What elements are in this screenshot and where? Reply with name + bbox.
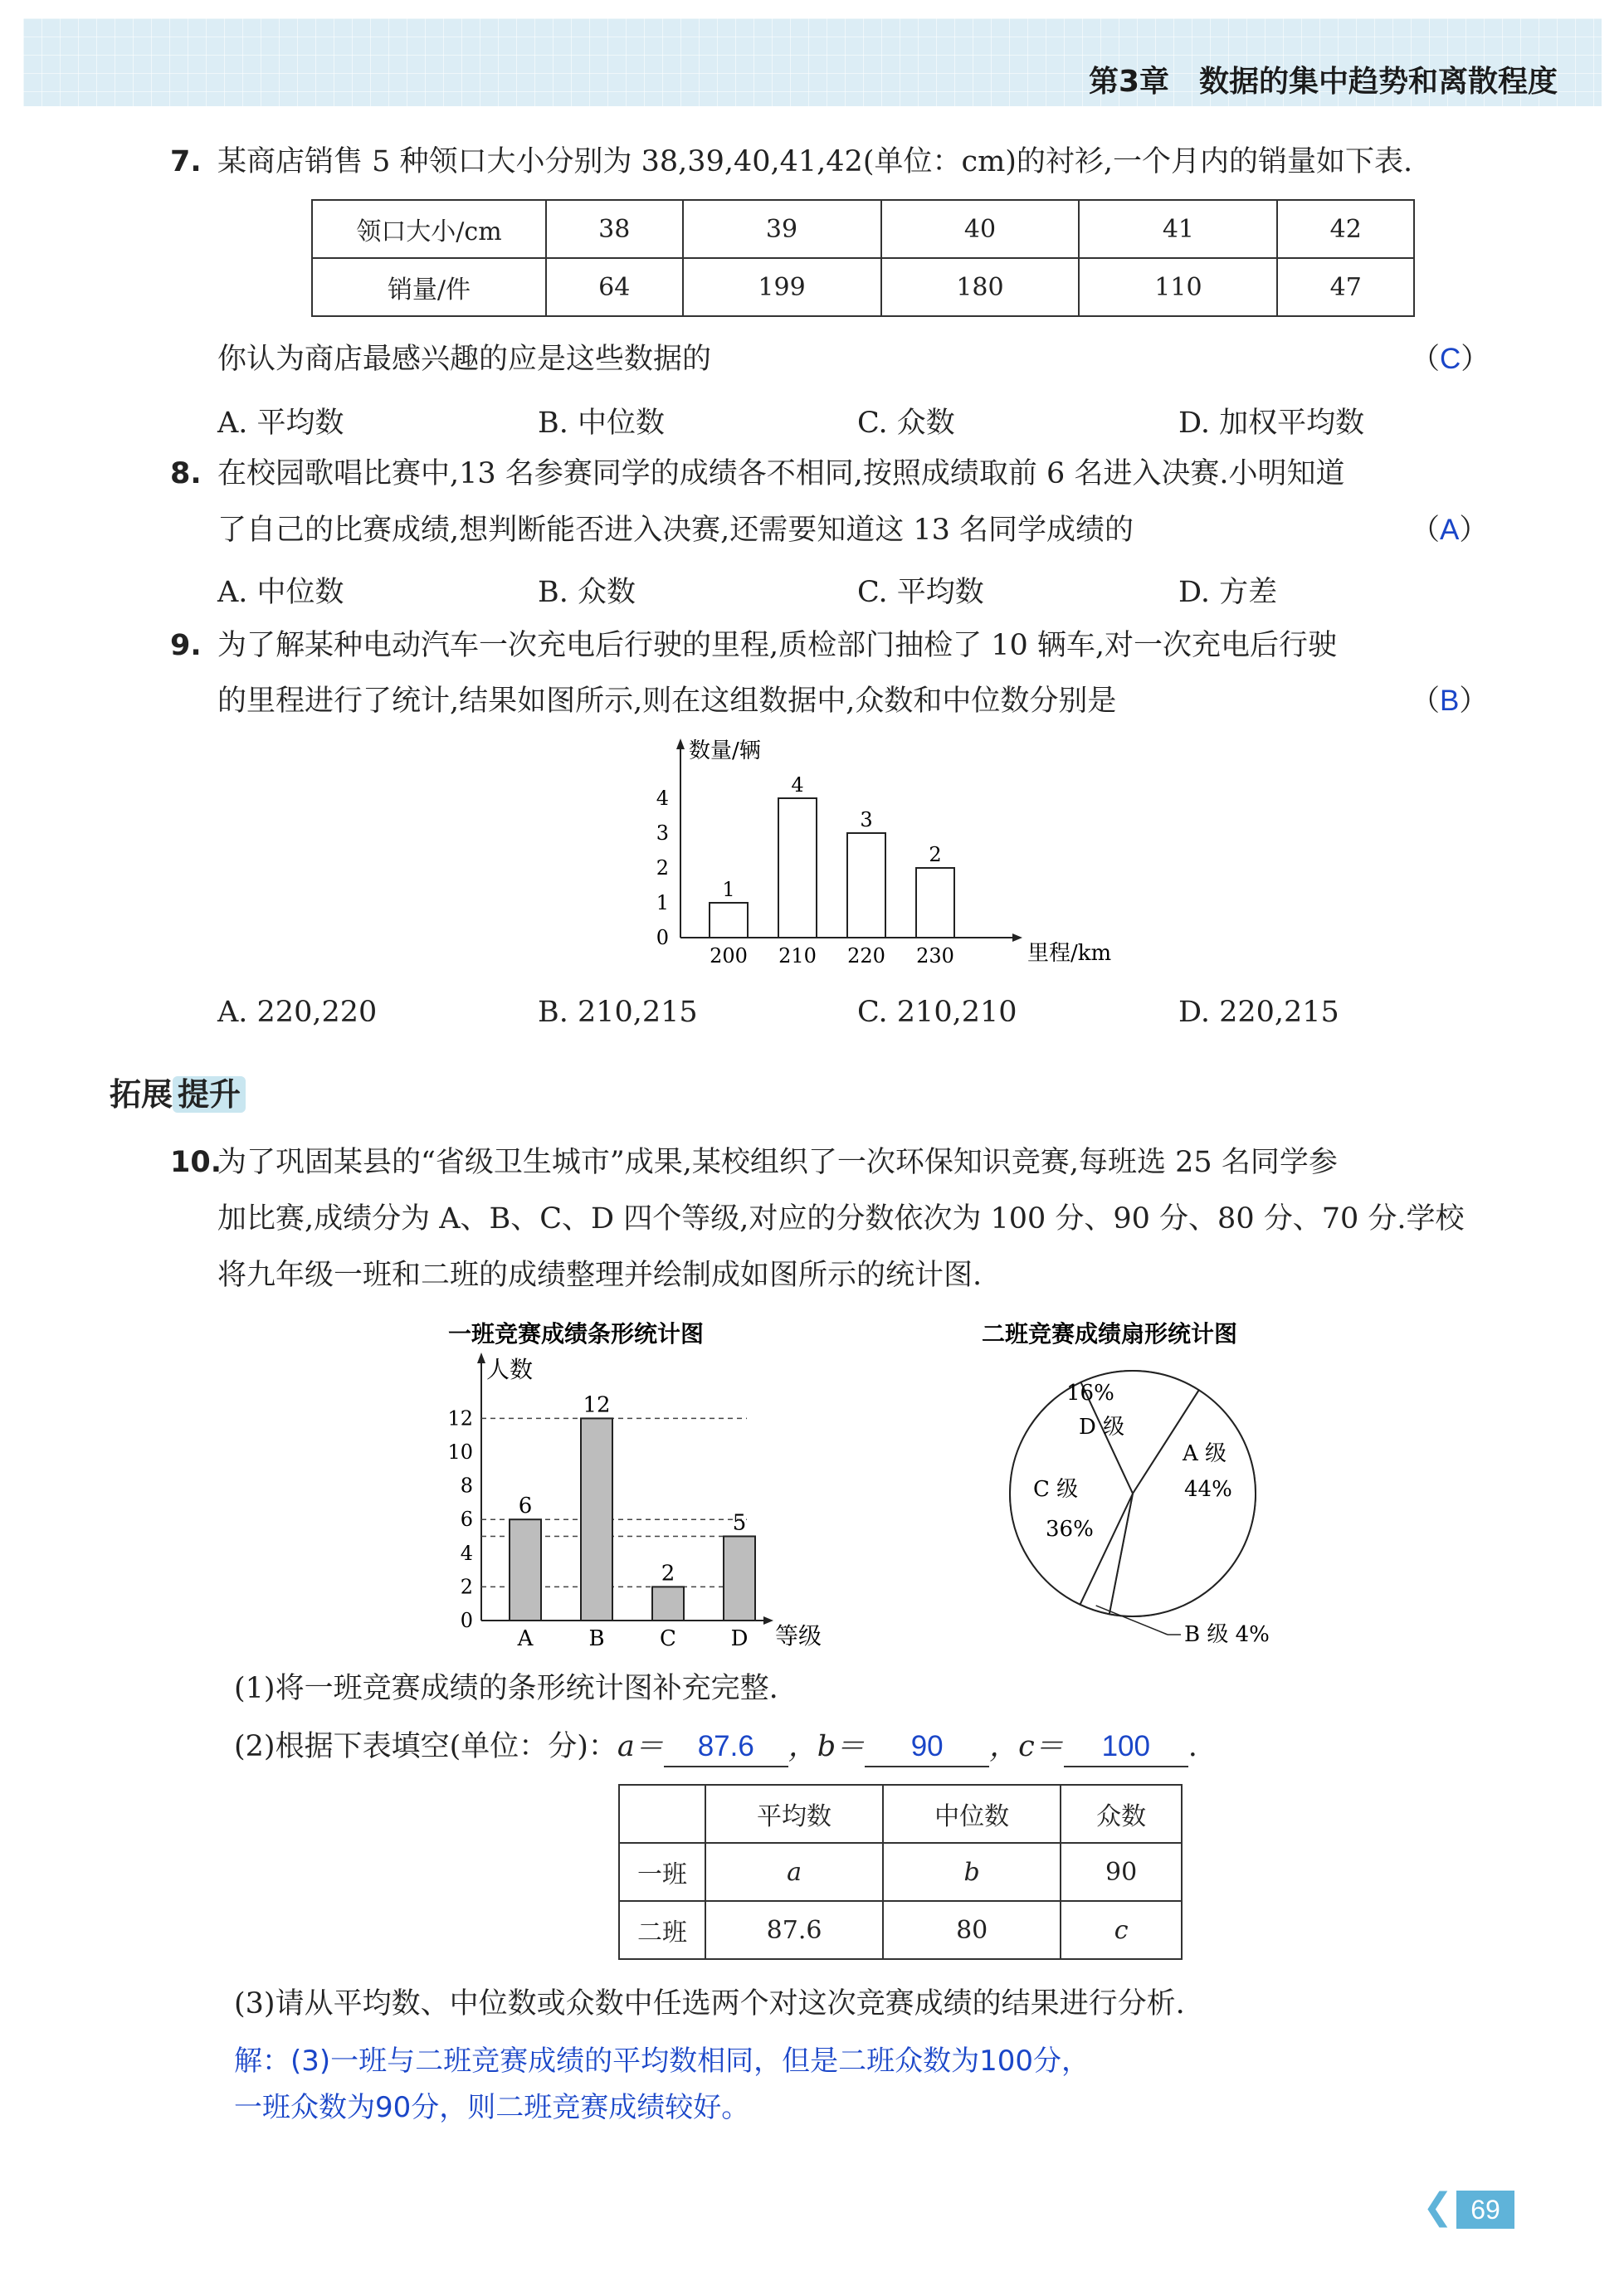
q7-cell: 64 (546, 258, 683, 316)
paren-right: ） (1459, 685, 1489, 718)
class1-chart-title: 一班竞赛成绩条形统计图 (448, 1320, 705, 1348)
bar-value-label: 1 (722, 878, 735, 901)
q7-cell: 39 (683, 200, 881, 258)
paren-right: ） (1461, 343, 1490, 376)
class1-bar-chart (432, 1315, 896, 1655)
q7-option-d: D. 加权平均数 (1178, 407, 1365, 440)
section-title-b: 提升 (173, 1076, 246, 1113)
b-answer: 90 (865, 1728, 989, 1767)
q8-line2: 了自己的比赛成绩,想判断能否进入决赛,还需要知道这 13 名同学成绩的 (217, 514, 1134, 547)
solution-line2: 一班众数为90分，则二班竞赛成绩较好。 (234, 2091, 750, 2124)
q10-th: 平均数 (705, 1785, 883, 1843)
q9-line1: 为了解某种电动汽车一次充电后行驶的里程,质检部门抽检了 10 辆车,对一次充电后行驶 (217, 629, 1338, 662)
x-tick-label: 220 (847, 944, 885, 968)
b-label: ，b＝ (788, 1730, 866, 1763)
q8-option-a: A. 中位数 (217, 576, 344, 609)
y-tick-label: 2 (460, 1575, 473, 1599)
q8-option-c: C. 平均数 (857, 576, 984, 609)
q10-cell: c (1061, 1901, 1182, 1959)
q8-number: 8. (170, 457, 202, 490)
q10-cell: 一班 (619, 1843, 705, 1901)
q8-option-b: B. 众数 (538, 576, 636, 609)
y-axis-arrow (676, 738, 685, 749)
q7-cell: 42 (1277, 200, 1414, 258)
x-tick-label: B (588, 1626, 605, 1651)
q7-cell: 110 (1079, 258, 1277, 316)
x-tick-label: D (730, 1626, 749, 1651)
q7-option-c: C. 众数 (857, 407, 955, 440)
q7-answer: C (1440, 343, 1461, 375)
slice-pct: 16% (1066, 1381, 1114, 1406)
bar-value-label: 5 (732, 1510, 747, 1536)
q9-option-d: D. 220,215 (1178, 996, 1339, 1029)
q8-answer-paren (1411, 511, 1488, 549)
q7-cell: 199 (683, 258, 881, 316)
q10-cell: 87.6 (705, 1901, 883, 1959)
y-axis-label: 人数 (486, 1356, 534, 1383)
x-axis-arrow (1012, 933, 1022, 942)
slice-pct: 36% (1046, 1517, 1094, 1542)
slice-pct: 44% (1184, 1477, 1232, 1502)
q8 (170, 455, 202, 493)
c-label: ，c＝ (989, 1730, 1064, 1763)
q9-answer: B (1440, 685, 1460, 717)
q7-option-b: B. 中位数 (538, 407, 665, 440)
q9-number: 9. (170, 629, 202, 662)
bar-value-label: 12 (583, 1392, 611, 1418)
paren-right: ） (1459, 514, 1489, 547)
q7-number: 7. (170, 145, 202, 178)
bar-value-label: 6 (518, 1494, 533, 1519)
bar (581, 1418, 612, 1621)
x-tick-label: A (517, 1626, 534, 1651)
class2-chart-title: 二班竞赛成绩扇形统计图 (982, 1320, 1238, 1348)
x-tick-label: 230 (916, 944, 954, 968)
y-tick-label: 4 (656, 787, 669, 810)
q7-option-a: A. 平均数 (217, 407, 344, 440)
q10-sub1: (1)将一班竞赛成绩的条形统计图补充完整. (234, 1672, 778, 1705)
q7-cell: 38 (546, 200, 683, 258)
q7-row1-label: 领口大小/cm (312, 200, 546, 258)
q10-cell: a (705, 1843, 883, 1901)
bar (916, 868, 954, 938)
q9-option-b: B. 210,215 (538, 996, 698, 1029)
class2-pie-chart (975, 1315, 1357, 1655)
paren-left: （ (1411, 514, 1441, 547)
q10 (170, 1143, 222, 1182)
section-title-a: 拓展 (110, 1076, 173, 1113)
x-tick-label: C (660, 1626, 676, 1651)
q7-cell: 180 (881, 258, 1080, 316)
chapter-title: 第3章 数据的集中趋势和离散程度 (1088, 65, 1558, 99)
slice-label: B 级 4% (1184, 1622, 1270, 1647)
y-tick-label: 4 (460, 1541, 473, 1565)
bar (778, 798, 817, 938)
bar (510, 1519, 541, 1621)
bar (652, 1587, 684, 1621)
y-tick-label: 3 (656, 821, 669, 845)
q7-table (311, 199, 1415, 317)
mileage-bar-chart (631, 734, 1112, 983)
y-axis-label: 数量/辆 (689, 738, 761, 763)
q10-th: 中位数 (883, 1785, 1061, 1843)
slice-label: A 级 (1183, 1441, 1227, 1466)
paren-left: （ (1411, 685, 1441, 718)
bar-value-label: 3 (860, 808, 873, 831)
y-tick-label: 0 (656, 926, 669, 949)
q10-sub3: (3)请从平均数、中位数或众数中任选两个对这次竞赛成绩的结果进行分析. (234, 1987, 1185, 2020)
x-axis-label: 里程/km (1027, 941, 1112, 966)
q9-line2: 的里程进行了统计,结果如图所示,则在这组数据中,众数和中位数分别是 (217, 685, 1117, 718)
q10-sub2-prefix: (2)根据下表填空(单位：分)： (234, 1730, 617, 1763)
q7-prompt: 你认为商店最感兴趣的应是这些数据的 (217, 343, 712, 376)
bar-value-label: 2 (929, 843, 942, 866)
bar-value-label: 2 (661, 1561, 675, 1587)
paren-left: （ (1411, 343, 1441, 376)
slice-label: C 级 (1033, 1477, 1079, 1502)
solution-line1: 解：(3)一班与二班竞赛成绩的平均数相同，但是二班众数为100分， (234, 2045, 1090, 2078)
q10-number: 10. (170, 1146, 222, 1179)
q10-cell: 80 (883, 1901, 1061, 1959)
q7-cell: 40 (881, 200, 1080, 258)
bar (724, 1537, 755, 1621)
q8-option-d: D. 方差 (1178, 576, 1278, 609)
page-number: 69 (1456, 2191, 1514, 2229)
q10-sub2 (234, 1728, 1197, 1767)
bar-value-label: 4 (791, 773, 804, 797)
a-label: a＝ (617, 1730, 664, 1763)
q7-answer-paren (1411, 340, 1490, 378)
a-answer: 87.6 (664, 1728, 788, 1767)
q10-line2: 加比赛,成绩分为 A、B、C、D 四个等级,对应的分数依次为 100 分、90 分、80 分、70 分.学校 (217, 1202, 1465, 1236)
period: . (1188, 1730, 1197, 1763)
y-tick-label: 12 (447, 1406, 473, 1431)
bar (710, 903, 748, 938)
x-axis-arrow (763, 1616, 773, 1625)
q10-line3: 将九年级一班和二班的成绩整理并绘制成如图所示的统计图. (217, 1259, 983, 1292)
q10-table (618, 1784, 1183, 1960)
q7-cell: 41 (1079, 200, 1277, 258)
q8-answer: A (1440, 514, 1460, 546)
c-answer: 100 (1064, 1728, 1188, 1767)
q9 (170, 626, 202, 665)
q9-answer-paren (1411, 682, 1488, 720)
q7 (170, 143, 202, 181)
q10-cell: b (883, 1843, 1061, 1901)
q9-option-a: A. 220,220 (217, 996, 378, 1029)
y-tick-label: 10 (447, 1440, 473, 1464)
x-axis-label: 等级 (775, 1622, 822, 1650)
q7-row2-label: 销量/件 (312, 258, 546, 316)
x-tick-label: 200 (710, 944, 748, 968)
y-tick-label: 2 (656, 856, 669, 880)
y-tick-label: 8 (460, 1474, 473, 1498)
q7-text: 某商店销售 5 种领口大小分别为 38,39,40,41,42(单位：cm)的衬衫,一个月内的销量如下表. (217, 145, 1413, 178)
q10-th: 众数 (1061, 1785, 1182, 1843)
section-header (110, 1069, 246, 1114)
q9-option-c: C. 210,210 (857, 996, 1017, 1029)
y-tick-label: 0 (460, 1609, 473, 1632)
q10-cell: 90 (1061, 1843, 1182, 1901)
x-tick-label: 210 (778, 944, 817, 968)
q7-cell: 47 (1277, 258, 1414, 316)
y-tick-label: 6 (460, 1508, 473, 1532)
y-tick-label: 1 (656, 891, 669, 914)
chevron-left-icon: ❮ (1422, 2186, 1453, 2228)
q10-cell: 二班 (619, 1901, 705, 1959)
q10-th (619, 1785, 705, 1843)
y-axis-arrow (477, 1353, 485, 1363)
bar (847, 833, 885, 938)
q10-line1: 为了巩固某县的“省级卫生城市”成果,某校组织了一次环保知识竞赛,每班选 25 名同学参 (217, 1146, 1338, 1179)
slice-label: D 级 (1079, 1415, 1125, 1440)
q8-line1: 在校园歌唱比赛中,13 名参赛同学的成绩各不相同,按照成绩取前 6 名进入决赛.小明知道 (217, 457, 1345, 490)
